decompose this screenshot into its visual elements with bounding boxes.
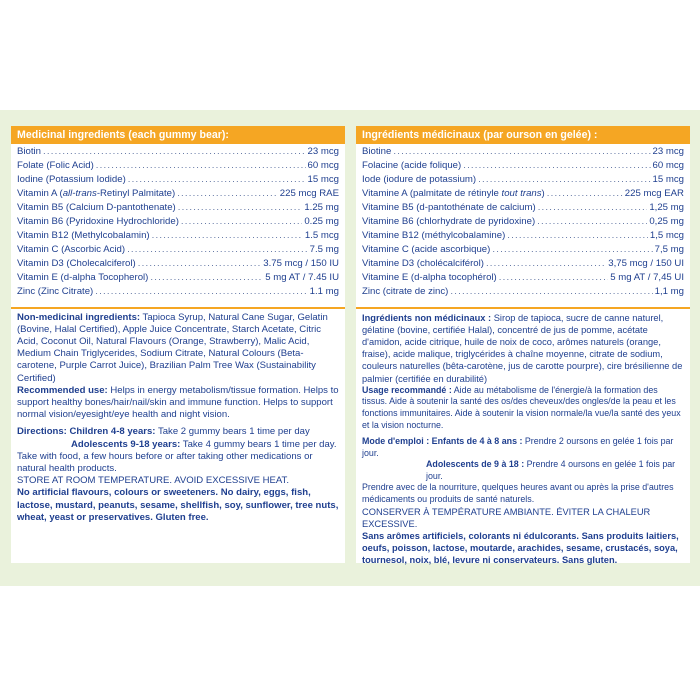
non-medicinal-ingredients: Non-medicinal ingredients: Tapioca Syrup, Natural Cane Sugar, Gelatin (Bovine, Halal Certified), Apple Juice Concentrate, Starch Acetate, Citric Acid, Coconut Oil, Natural Flavours (Orange, Strawberry), Malic Acid, Medium Chain Triglycerides, Sodium Citrate, Natural Colours (Beta-carotene, Purple Carrot Juice), Brazilian Palm Tree Wax (Sustainability Certified) [17, 311, 328, 384]
allergen-statement: No artificial flavours, colours or sweeteners. No dairy, eggs, fish, lactose, mustard, peanuts, sesame, shellfish, soy, sunflower, tree nuts, wheat, yeast or preservatives. Gluten free. [17, 487, 339, 523]
storage-instructions-fr: CONSERVER À TEMPÉRATURE AMBIANTE. ÉVITER LA CHALEUR EXCESSIVE. [362, 506, 651, 529]
storage-instructions: STORE AT ROOM TEMPERATURE. AVOID EXCESSIVE HEAT. [17, 475, 289, 487]
ingredient-row: Vitamine B6 (chlorhydrate de pyridoxine) ..... 0,25 mg [362, 216, 684, 230]
ingredient-row: Vitamine A (palmitate de rétinyle tout trans) ..... 225 mcg EAR [362, 188, 684, 202]
medicinal-ingredients-list-fr [356, 144, 690, 301]
ingredient-row: Vitamine D3 (cholécalciférol) ..... 3,75 mcg / 150 UI [362, 258, 684, 272]
directions-fr: Mode d'emploi : Enfants de 4 à 8 ans : Prendre 2 oursons en gelée 1 fois par jour. Adolescents de 9 à 18 : Prendre 4 oursons en gelée 1 fois par jour. Prendre avec de la nourriture, quelques heures avant ou après la prise d'autres médicaments ou produits de santé naturels. [362, 436, 676, 505]
ingredient-row: Vitamine C (acide ascorbique) ..... 7,5 mg [362, 244, 684, 258]
non-medicinal-ingredients-fr: Ingrédients non médicinaux : Sirop de tapioca, sucre de canne naturel, gélatine (bovine, certifiée Halal), concentré de jus de pomme, acétate d'amidon, acide citrique, huile de noix de coco, arômes naturels (orange, fraise), acide malique, triglycérides à chaîne moyenne, citrate de sodium, couleurs naturelles (bêta-carotène, jus de carotte pourpre), cire brésilienne de palmier (certifiée en durabilité) [362, 312, 683, 384]
ingredient-row: Biotin ..... 23 mcg [17, 146, 339, 160]
allergen-statement-fr: Sans arômes artificiels, colorants ni édulcorants. Sans produits laitiers, oeufs, poisson, lactose, moutarde, arachides, sesame, crustacés, soya, tournesol, noix, blé, levure ni conservateurs. Sans gluten. [362, 531, 679, 566]
ingredient-row: Vitamine E (d-alpha tocophérol) ..... 5 mg AT / 7,45 UI [362, 272, 684, 286]
section-divider [11, 307, 345, 309]
recommended-use-fr: Usage recommandé : Aide au métabolisme de l'énergie/à la formation des tissus. Aide à soutenir la santé des os/des cheveux/des ongles/de la peau et les fonctions immunitaires. Aide à soutenir la vision normale/la vue/la santé des yeux et la vision nocturne. [362, 384, 681, 430]
french-label-panel [356, 126, 690, 566]
ingredient-row: Folacine (acide folique) ..... 60 mcg [362, 160, 684, 174]
section-divider [356, 307, 690, 309]
ingredient-row: Iode (iodure de potassium) ..... 15 mcg [362, 174, 684, 188]
ingredient-row: Vitamin B5 (Calcium D-pantothenate) ..... 1.25 mg [17, 202, 339, 216]
medicinal-ingredients-header-fr: Ingrédients médicinaux (par ourson en gelée) : [356, 126, 690, 144]
ingredient-row: Iodine (Potassium Iodide) ..... 15 mcg [17, 174, 339, 188]
ingredient-row: Zinc (citrate de zinc) ..... 1,1 mg [362, 286, 684, 300]
ingredient-row: Vitamin B6 (Pyridoxine Hydrochloride) ..... 0.25 mg [17, 216, 339, 230]
ingredient-row: Vitamine B5 (d-pantothénate de calcium) ..... 1,25 mg [362, 202, 684, 216]
ingredient-row: Vitamin C (Ascorbic Acid) ..... 7.5 mg [17, 244, 339, 258]
ingredient-row: Vitamine B12 (méthylcobalamine) ..... 1,5 mcg [362, 230, 684, 244]
directions: Directions: Children 4-8 years: Take 2 gummy bears 1 time per day Adolescents 9-18 years: Take 4 gummy bears 1 time per day. Take with food, a few hours before or after taking other medications or natural health products. [17, 426, 337, 474]
medicinal-ingredients-header: Medicinal ingredients (each gummy bear): [11, 126, 345, 144]
ingredient-row: Folate (Folic Acid) ..... 60 mcg [17, 160, 339, 174]
ingredient-row: Vitamin B12 (Methylcobalamin) ..... 1.5 mcg [17, 230, 339, 244]
ingredient-row: Zinc (Zinc Citrate) ..... 1.1 mg [17, 286, 339, 300]
ingredient-row: Vitamin E (d-alpha Tocopherol) ..... 5 mg AT / 7.45 IU [17, 272, 339, 286]
ingredient-row: Biotine ..... 23 mcg [362, 146, 684, 160]
ingredient-row: Vitamin D3 (Cholecalciferol) ..... 3.75 mcg / 150 IU [17, 258, 339, 272]
medicinal-ingredients-list [11, 144, 345, 301]
ingredient-row: Vitamin A (all-trans-Retinyl Palmitate) ..... 225 mcg RAE [17, 188, 339, 202]
recommended-use: Recommended use: Helps in energy metabolism/tissue formation. Helps to support healthy bones/hair/nail/skin and immune function. Helps to support normal vision/eyesight/eye health and night vision. [17, 384, 339, 421]
english-label-panel [11, 126, 345, 563]
